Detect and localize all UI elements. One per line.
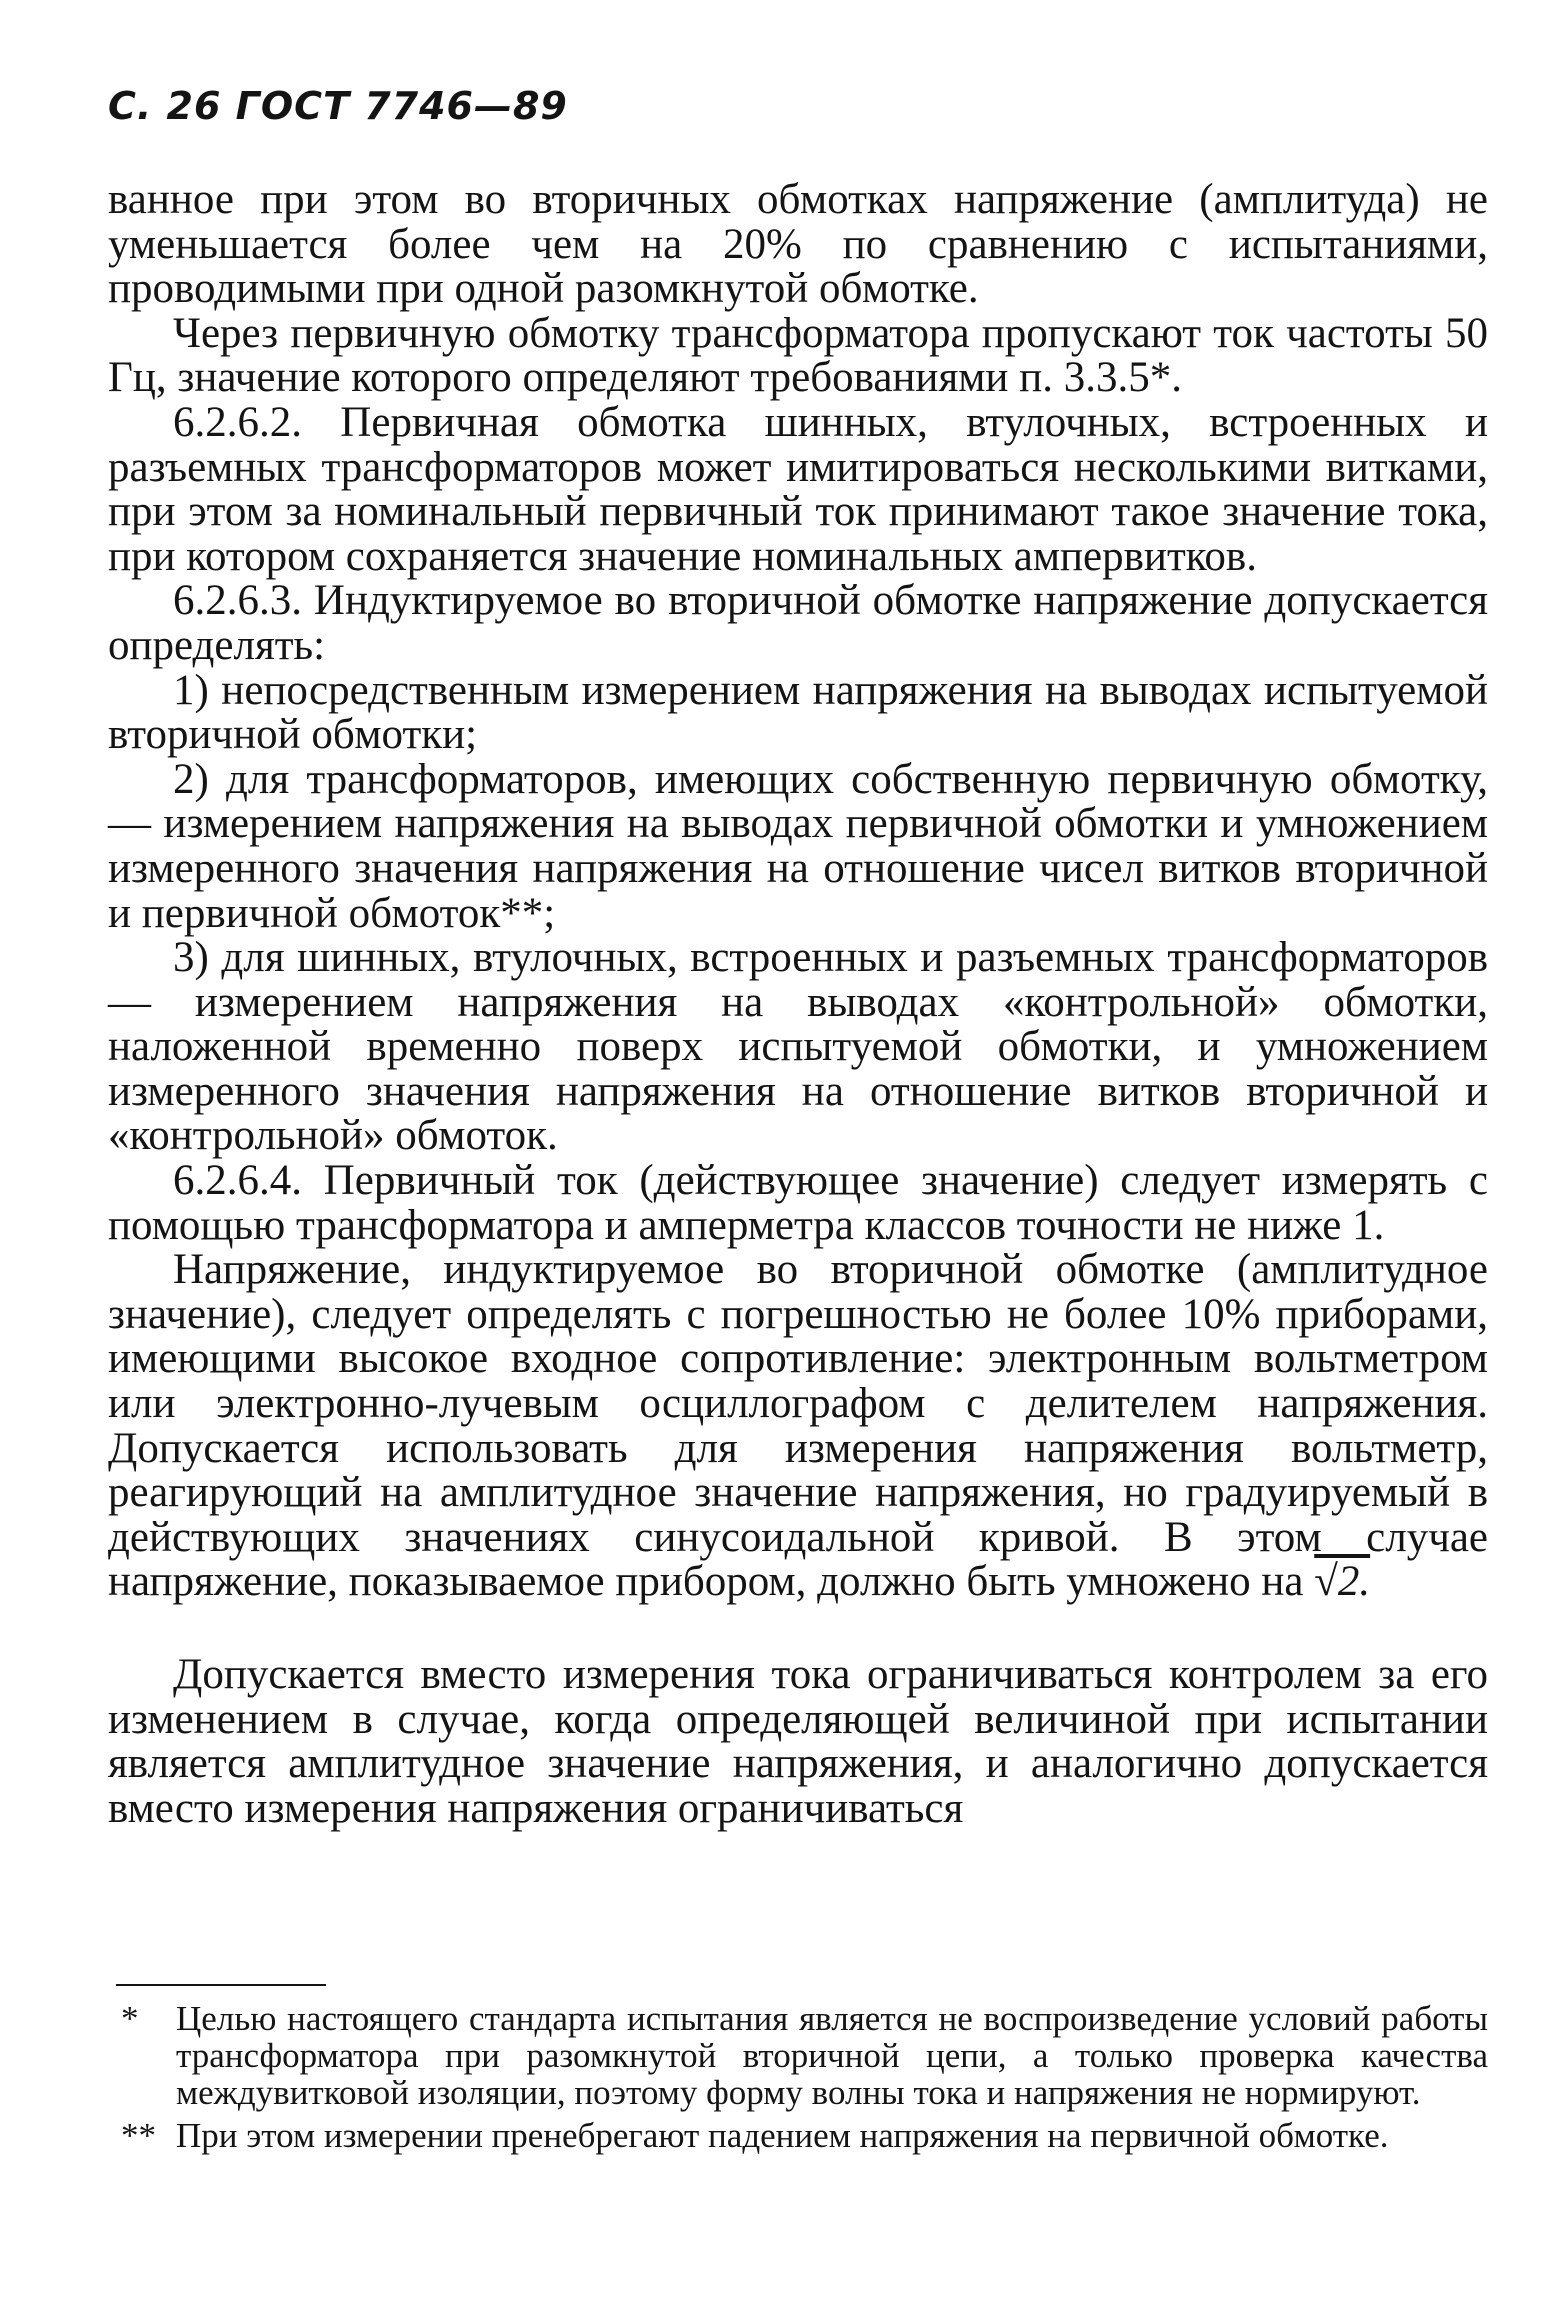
footnotes — [108, 2000, 1488, 2154]
footnote-2 — [108, 2117, 1488, 2154]
running-head: С. 26 ГОСТ 7746—89 — [108, 84, 568, 128]
sqrt-two: √2. — [1314, 1558, 1371, 1606]
footnote-text: Целью настоящего стандарта испытания является не воспроизведение условий работы трансформатора при разомкнутой вторичной цепи, а только проверка качества междувитковой изоляции, поэтому форму волны тока и напряжения не нормируют. — [176, 1999, 1488, 2112]
paragraph-primary-current: Через первичную обмотку трансформатора пропускают ток частоты 50 Гц, значение которого определяют требованиями п. 3.3.5*. — [108, 309, 1488, 402]
list-item-3: 3) для шинных, втулочных, встроенных и разъемных трансформаторов — измерением напряжения на выводах «контрольной» обмотки, наложенной временно поверх испытуемой обмотки, и умножением измеренного значения напряжения на отношение витков вторичной и «контрольной» обмоток. — [108, 934, 1488, 1160]
list-item-1: 1) непосредственным измерением напряжения на выводах испытуемой вторичной обмотки; — [108, 666, 1488, 759]
footnote-mark: ** — [121, 2116, 156, 2155]
paragraph-6-2-6-2: 6.2.6.2. Первичная обмотка шинных, втулочных, встроенных и разъемных трансформаторов может имитироваться несколькими витками, при этом за номинальный первичный ток принимают такое значение тока, при котором сохраняется значение номинальных ампервитков. — [108, 398, 1488, 580]
paragraph-current-control: Допускается вместо измерения тока ограничиваться контролем за его изменением в случае, когда определяющей величиной при испытании является амплитудное значение напряжения, и аналогично допускается вместо измерения напряжения ограничиваться — [108, 1651, 1488, 1832]
paragraph-continuation: ванное при этом во вторичных обмотках напряжение (амплитуда) не уменьшается более чем на 20% по сравнению с испытаниями, проводимыми при одной разомкнутой обмотке. — [108, 176, 1488, 313]
paragraph-gap — [108, 1605, 1488, 1653]
paragraph-6-2-6-4: 6.2.6.4. Первичный ток (действующее значение) следует измерять с помощью трансформатора и амперметра классов точности не ниже 1. — [108, 1157, 1488, 1249]
main-text — [108, 178, 1488, 1831]
voltage-measurement-text: Напряжение, индуктируемое во вторичной обмотке (амплитудное значение), следует определять с погрешностью не более 10% приборами, имеющими высокое входное сопротивление: электронным вольтметром или электронно-лучевым осциллографом с делителем напряжения. Допускается использовать для измерения напряжения вольтметр, реагирующий на амплитудное значение напряжения, но градуируемый в действующих значениях синусоидальной кривой. В этом случае напряжение, показываемое прибором, должно быть умножено на — [108, 1246, 1488, 1606]
footnote-1 — [108, 2000, 1488, 2111]
paragraph-voltage-measurement — [108, 1248, 1488, 1605]
footnote-rule — [116, 1984, 326, 1986]
list-item-2: 2) для трансформаторов, имеющих собственную первичную обмотку, — измерением напряжения на выводах первичной обмотки и умножением измеренного значения напряжения на отношение чисел витков вторичной и первичной обмоток**; — [108, 755, 1488, 937]
footnote-mark: * — [121, 1999, 139, 2038]
footnote-text: При этом измерении пренебрегают падением напряжения на первичной обмотке. — [176, 2116, 1389, 2155]
paragraph-6-2-6-3: 6.2.6.3. Индуктируемое во вторичной обмотке напряжение допускается определять: — [108, 577, 1488, 669]
